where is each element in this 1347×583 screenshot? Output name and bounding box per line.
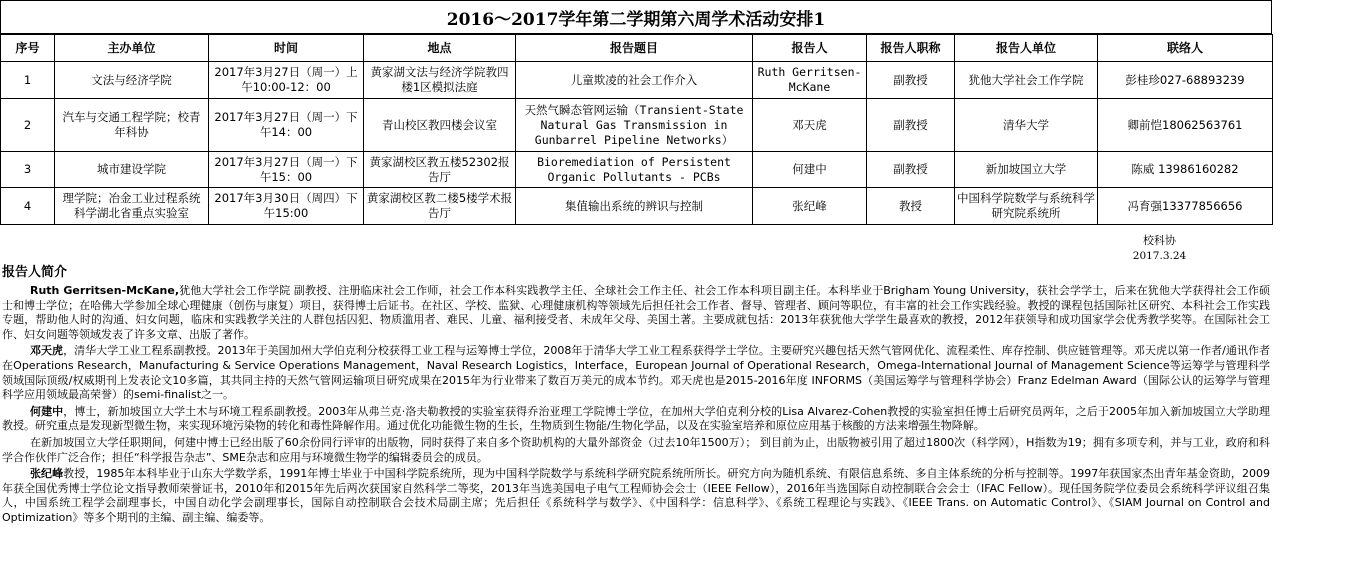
header-host[interactable]: 主办单位 bbox=[55, 35, 209, 62]
bio-text: ，清华大学工业工程系副教授。2013年于美国加州大学伯克利分校获得工业工程与运筹博士学位，2008年于清华大学工业工程系获得学士学位。主要研究兴趣包括天然气管网优化、流程柔性、库存控制、供应链管理等。邓天虎以第一作者/通讯作者在Operations Research，Manufacturing & Service Operations Management，Naval Research Logistics，Interface，European Journal of Operational Research，Omega-International Journal of Management Science等运筹学与管理科学领域国际顶级/权威期刊上发表论文10多篇，其共同主持的天然气管网运输项目研究成果在2015年为行业带来了数百万美元的成本节约。邓天虎也是2015-2016年度 INFORMS（美国运筹学与管理科学协会）Franz Edelman Award（国际公认的运筹学与管理科学应用领域最高荣誉）的semi-finalist之一。 bbox=[2, 344, 1271, 402]
table-row bbox=[1, 62, 1273, 99]
cell-host[interactable]: 文法与经济学院 bbox=[55, 62, 209, 99]
cell-contact[interactable]: 卿前恺18062563761 bbox=[1098, 99, 1273, 152]
cell-no[interactable]: 4 bbox=[1, 188, 55, 225]
bio-section[interactable] bbox=[2, 284, 1270, 528]
cell-contact[interactable]: 彭桂珍027-68893239 bbox=[1098, 62, 1273, 99]
bio-name: 何建中 bbox=[30, 404, 64, 418]
bio-ruth bbox=[2, 284, 1270, 342]
page-title: 2016～2017学年第二学期第六周学术活动安排1 bbox=[0, 0, 1272, 34]
bio-text: 犹他大学社会工作学院 副教授、注册临床社会工作师，社会工作本科实践教学主任、全球社会工作主任、社会工作本科项目副主任。本科毕业于Brigham Young University，获社会学学士，后来在犹他大学获得社会工作硕士和博士学位；在哈佛大学参加全球心理健康（创伤与康复）项目，获得博士后证书。在社区、学校、监狱、心理健康机构等领域先后担任社会工作者、督导、管理者、顾问等职位，有丰富的社会工作实践经验。教授的课程包括国际社区研究、本科社会工作实践专题，帮助他人时的沟通、妇女问题，临床和实践教学关注的人群包括囚犯、物质滥用者、难民、儿童、福利接受者、未成年父母、美国土著。主要成就包括：2013年获犹他大学学生最喜欢的教授，2012年获领导和成功国家学会优秀教学奖等。在国际社会工作、妇女问题等领域发表了许多文章、出版了著作。 bbox=[2, 284, 1270, 341]
cell-time[interactable]: 2017年3月30日（周四）下午15:00 bbox=[209, 188, 364, 225]
cell-speaker-unit[interactable]: 中国科学院数学与系统科学研究院系统所 bbox=[955, 188, 1098, 225]
bio-heading: 报告人简介 bbox=[2, 265, 68, 280]
cell-host[interactable]: 汽车与交通工程学院；校青年科协 bbox=[55, 99, 209, 152]
cell-contact[interactable]: 冯育强13377856656 bbox=[1098, 188, 1273, 225]
header-time[interactable]: 时间 bbox=[209, 35, 364, 62]
bio-he-cont bbox=[2, 436, 1270, 465]
cell-host[interactable]: 城市建设学院 bbox=[55, 152, 209, 188]
cell-time[interactable]: 2017年3月27日（周一）上午10:00-12：00 bbox=[209, 62, 364, 99]
bio-zhang bbox=[2, 467, 1270, 525]
bio-he bbox=[2, 405, 1270, 434]
table-header-row bbox=[1, 35, 1273, 62]
table-row bbox=[1, 188, 1273, 225]
cell-time[interactable]: 2017年3月27日（周一）下午14：00 bbox=[209, 99, 364, 152]
table-row bbox=[1, 99, 1273, 152]
cell-place[interactable]: 青山校区教四楼会议室 bbox=[364, 99, 516, 152]
bio-name: 邓天虎 bbox=[30, 344, 64, 358]
header-contact[interactable]: 联络人 bbox=[1098, 35, 1273, 62]
bio-deng bbox=[2, 344, 1270, 402]
cell-host[interactable]: 理学院；冶金工业过程系统科学湖北省重点实验室 bbox=[55, 188, 209, 225]
cell-time[interactable]: 2017年3月27日（周一）下午15：00 bbox=[209, 152, 364, 188]
header-topic[interactable]: 报告题目 bbox=[516, 35, 753, 62]
bio-text: ，博士，新加坡国立大学土木与环境工程系副教授。2003年从弗兰克·洛夫勒教授的实验室获得乔治亚理工学院博士学位，在加州大学伯克利分校的Lisa Alvarez-Cohen教授的实验室担任博士后研究员两年，之后于2005年加入新加坡国立大学助理教授。研究重点是发现新型微生物，来实现环境污染物的转化和毒性降解作用。通过优化功能微生物的生长，生物质到生物能/生物化学品，以及在实验室培养和原位应用基于核酸的方法来增强生物降解。 bbox=[2, 404, 1271, 433]
header-speaker-unit[interactable]: 报告人单位 bbox=[955, 35, 1098, 62]
schedule-table bbox=[0, 34, 1273, 225]
cell-no[interactable]: 1 bbox=[1, 62, 55, 99]
cell-speaker[interactable]: 何建中 bbox=[753, 152, 867, 188]
cell-contact[interactable]: 陈威 13986160282 bbox=[1098, 152, 1273, 188]
bio-text: 在新加坡国立大学任职期间，何建中博士已经出版了60余份同行评审的出版物，同时获得了来自多个资助机构的大量外部资金（过去10年1500万）； 到目前为止，出版物被引用了超过1800次（科学网），H指数为19；拥有多项专利，并与工业，政府和科学合作伙伴广泛合作；担任“科学报告杂志”、SME杂志和应用与环境微生物学的编辑委员会的成员。 bbox=[2, 435, 1270, 464]
organizer-row bbox=[0, 233, 1272, 248]
cell-topic[interactable]: 天然气瞬态管网运输（Transient-State Natural Gas Transmission in Gunbarrel Pipeline Networks） bbox=[516, 99, 753, 152]
cell-speaker-unit[interactable]: 犹他大学社会工作学院 bbox=[955, 62, 1098, 99]
cell-topic[interactable]: Bioremediation of Persistent Organic Pollutants - PCBs bbox=[516, 152, 753, 188]
cell-topic[interactable]: 儿童欺凌的社会工作介入 bbox=[516, 62, 753, 99]
cell-place[interactable]: 黄家湖校区教二楼5楼学术报告厅 bbox=[364, 188, 516, 225]
cell-speaker-title[interactable]: 教授 bbox=[867, 188, 955, 225]
table-row bbox=[1, 152, 1273, 188]
cell-speaker-title[interactable]: 副教授 bbox=[867, 99, 955, 152]
cell-speaker[interactable]: 邓天虎 bbox=[753, 99, 867, 152]
cell-place[interactable]: 黄家湖校区教五楼52302报告厅 bbox=[364, 152, 516, 188]
bio-name: 张纪峰 bbox=[30, 467, 64, 481]
organizer-label[interactable]: 校科协 bbox=[1143, 234, 1176, 247]
cell-speaker-title[interactable]: 副教授 bbox=[867, 62, 955, 99]
cell-speaker-unit[interactable]: 新加坡国立大学 bbox=[955, 152, 1098, 188]
header-no[interactable]: 序号 bbox=[1, 35, 55, 62]
cell-no[interactable]: 2 bbox=[1, 99, 55, 152]
cell-place[interactable]: 黄家湖文法与经济学院教四楼1区模拟法庭 bbox=[364, 62, 516, 99]
date-row bbox=[0, 249, 1272, 263]
bio-text: 教授，1985年本科毕业于山东大学数学系，1991年博士毕业于中国科学院系统所，现为中国科学院数学与系统科学研究院系统所所长。研究方向为随机系统、有限信息系统、多自主体系统的分析与控制等。1997年获国家杰出青年基金资助，2009年获全国优秀博士学位论文指导教师荣誉证书，2010年和2015年先后两次获国家自然科学二等奖，2013年当选美国电子电气工程师协会会士（IEEE Fellow），2016年当选国际自动控制联合会会士（IFAC Fellow）。现任国务院学位委员会系统科学评议组召集人，中国系统工程学会副理事长，中国自动化学会副理事长，国际自动控制联合会技术局副主席；先后担任《系统科学与数学》、《中国科学：信息科学》、《系统工程理论与实践》、《IEEE Trans. on Automatic Control》、《SIAM Journal on Control and Optimization》等多个期刊的主编、副主编、编委等。 bbox=[2, 467, 1270, 524]
header-speaker[interactable]: 报告人 bbox=[753, 35, 867, 62]
bio-name: Ruth Gerritsen-McKane, bbox=[30, 284, 179, 297]
issue-date[interactable]: 2017.3.24 bbox=[1132, 250, 1187, 262]
cell-topic[interactable]: 集值输出系统的辨识与控制 bbox=[516, 188, 753, 225]
cell-speaker-unit[interactable]: 清华大学 bbox=[955, 99, 1098, 152]
cell-speaker[interactable]: 张纪峰 bbox=[753, 188, 867, 225]
header-place[interactable]: 地点 bbox=[364, 35, 516, 62]
cell-speaker-title[interactable]: 副教授 bbox=[867, 152, 955, 188]
cell-no[interactable]: 3 bbox=[1, 152, 55, 188]
cell-speaker[interactable]: Ruth Gerritsen-McKane bbox=[753, 62, 867, 99]
header-speaker-title[interactable]: 报告人职称 bbox=[867, 35, 955, 62]
